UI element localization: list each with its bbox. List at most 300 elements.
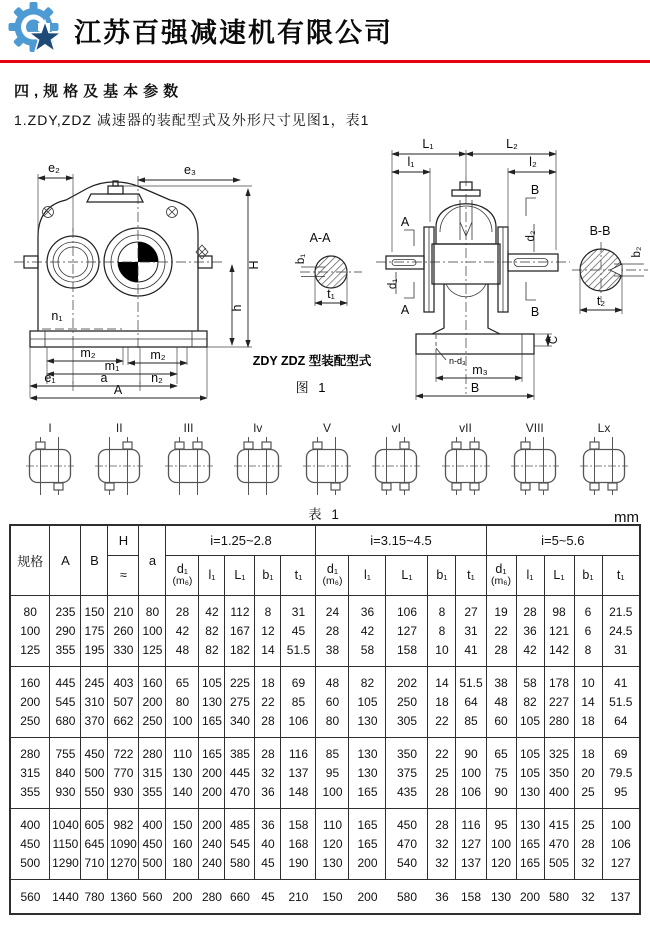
table-cell: 580 — [544, 879, 574, 914]
dim-label-n1: n₁ — [51, 309, 63, 323]
table-cell: 48 — [316, 666, 349, 692]
table-cell: 137 — [602, 879, 640, 914]
table-cell: 445 — [225, 763, 255, 782]
section-aa-title: A-A — [309, 231, 331, 245]
table-cell: 435 — [386, 782, 428, 808]
table-row — [10, 782, 640, 808]
table-cell: 95 — [486, 808, 516, 834]
table-cell: 930 — [50, 782, 81, 808]
dim-label-B-width: B — [470, 381, 480, 395]
table-cell: 140 — [166, 782, 199, 808]
table-cell: 1440 — [50, 879, 81, 914]
table-cell: 90 — [486, 782, 516, 808]
dim-label-t1: t₁ — [327, 287, 335, 301]
table-cell: 120 — [486, 853, 516, 879]
table-unit: mm — [614, 509, 639, 526]
table-cell: 245 — [81, 666, 108, 692]
table-cell: 18 — [255, 666, 281, 692]
section-mark-B-bottom: B — [530, 305, 540, 319]
assembly-type — [22, 421, 78, 501]
table-cell: 165 — [349, 782, 386, 808]
table-row — [10, 808, 640, 834]
table-cell: 165 — [199, 711, 225, 737]
assembly-type-icon — [95, 437, 143, 495]
table-cell: 470 — [544, 834, 574, 853]
col-header-t1: t₁ — [602, 555, 640, 595]
col-header-L1: L₁ — [544, 555, 574, 595]
table-cell: 80 — [316, 711, 349, 737]
table-cell: 200 — [349, 853, 386, 879]
table-cell: 160 — [10, 666, 50, 692]
table-cell: 42 — [349, 621, 386, 640]
table-cell: 110 — [316, 808, 349, 834]
table-cell: 14 — [574, 692, 602, 711]
table-cell: 100 — [456, 763, 486, 782]
dim-label-nd3: n-d₃ — [449, 356, 466, 366]
table-cell: 28 — [166, 595, 199, 621]
table-cell: 450 — [81, 737, 108, 763]
table-cell: 580 — [225, 853, 255, 879]
table-cell: 505 — [544, 853, 574, 879]
table-cell: 105 — [516, 711, 544, 737]
table-cell: 18 — [574, 737, 602, 763]
table-cell: 22 — [486, 621, 516, 640]
table-cell: 85 — [281, 692, 316, 711]
table-cell: 250 — [139, 711, 166, 737]
front-view-drawing — [14, 161, 261, 398]
table-cell: 22 — [428, 711, 456, 737]
table-cell: 95 — [602, 782, 640, 808]
table-cell: 105 — [199, 666, 225, 692]
table-cell: 280 — [139, 737, 166, 763]
table-cell: 106 — [386, 595, 428, 621]
dim-label-L2: L₂ — [506, 137, 518, 151]
table-cell: 930 — [108, 782, 139, 808]
table-cell: 41 — [456, 640, 486, 666]
table-cell: 105 — [516, 737, 544, 763]
table-cell: 28 — [516, 595, 544, 621]
company-logo — [6, 1, 68, 59]
table-cell: 500 — [81, 763, 108, 782]
dim-label-L1: L₁ — [422, 137, 434, 151]
table-cell: 130 — [349, 763, 386, 782]
table-cell: 470 — [386, 834, 428, 853]
table-cell: 755 — [50, 737, 81, 763]
table-row — [10, 595, 640, 621]
table-cell: 500 — [139, 853, 166, 879]
table-cell: 31 — [281, 595, 316, 621]
figure-1 — [0, 132, 650, 417]
table-cell: 350 — [386, 737, 428, 763]
table-cell: 85 — [316, 737, 349, 763]
table-cell: 605 — [81, 808, 108, 834]
dim-label-d2: d₂ — [525, 230, 537, 242]
table-cell: 250 — [10, 711, 50, 737]
d1-label: d₁ — [326, 561, 339, 576]
page-header — [0, 0, 650, 63]
table-cell: 6 — [574, 595, 602, 621]
table-cell: 450 — [139, 834, 166, 853]
dim-label-b1: b₁ — [295, 253, 307, 265]
assembly-type-label: Lx — [597, 421, 611, 435]
table-cell: 32 — [428, 834, 456, 853]
table-header — [10, 525, 640, 595]
table-cell: 48 — [166, 640, 199, 666]
table-cell: 167 — [225, 621, 255, 640]
table-cell: 195 — [81, 640, 108, 666]
table-cell: 780 — [81, 879, 108, 914]
assembly-type-label: I — [48, 421, 52, 435]
assembly-type — [230, 421, 286, 501]
table-cell: 100 — [166, 711, 199, 737]
table-cell: 45 — [255, 879, 281, 914]
table-cell: 31 — [602, 640, 640, 666]
assembly-type — [576, 421, 632, 501]
table-cell: 148 — [281, 782, 316, 808]
table-cell: 6 — [574, 621, 602, 640]
table-row — [10, 853, 640, 879]
table-cell: 8 — [428, 595, 456, 621]
table-cell: 150 — [166, 808, 199, 834]
table-cell: 120 — [316, 834, 349, 853]
col-header-H-approx: ≈ — [108, 555, 139, 595]
table-cell: 64 — [602, 711, 640, 737]
table-row — [10, 692, 640, 711]
table-cell: 18 — [428, 692, 456, 711]
table-cell: 210 — [281, 879, 316, 914]
table-cell: 560 — [139, 879, 166, 914]
col-header-b1: b₁ — [428, 555, 456, 595]
table-cell: 645 — [81, 834, 108, 853]
dim-label-a: a — [100, 371, 108, 385]
table-row — [10, 763, 640, 782]
col-header-l1: l₁ — [516, 555, 544, 595]
section-mark-A-bottom: A — [400, 303, 410, 317]
d1-label: d₁ — [495, 561, 507, 576]
table-row — [10, 621, 640, 640]
assembly-type — [368, 421, 424, 501]
table-cell: 160 — [139, 666, 166, 692]
dim-label-m1: m₁ — [104, 359, 120, 373]
company-name: 江苏百强减速机有限公司 — [74, 17, 393, 48]
table-cell: 130 — [349, 711, 386, 737]
dim-label-e2: e₂ — [48, 161, 60, 175]
col-group-ratio-3: i=5~5.6 — [486, 525, 640, 555]
dim-label-l2: l₂ — [529, 155, 537, 169]
table-cell: 168 — [281, 834, 316, 853]
table-cell: 82 — [516, 692, 544, 711]
table-cell: 545 — [225, 834, 255, 853]
table-cell: 485 — [225, 808, 255, 834]
dim-label-m3: m₃ — [472, 363, 488, 377]
table-cell: 100 — [602, 808, 640, 834]
table-cell: 127 — [386, 621, 428, 640]
table-cell: 180 — [166, 853, 199, 879]
table-cell: 25 — [428, 763, 456, 782]
table-cell: 75 — [486, 763, 516, 782]
table-cell: 38 — [486, 666, 516, 692]
table-cell: 190 — [281, 853, 316, 879]
assembly-types-row — [0, 417, 650, 501]
table-cell: 116 — [456, 808, 486, 834]
table-cell: 58 — [516, 666, 544, 692]
side-view-drawing — [376, 137, 570, 400]
table-cell: 42 — [516, 640, 544, 666]
table-cell: 310 — [81, 692, 108, 711]
table-cell: 100 — [10, 621, 50, 640]
table-cell: 100 — [139, 621, 166, 640]
table-cell: 125 — [10, 640, 50, 666]
dim-label-H: H — [247, 260, 261, 270]
table-cell: 121 — [544, 621, 574, 640]
table-cell: 370 — [81, 711, 108, 737]
section-aa-drawing — [295, 231, 362, 306]
table-cell: 375 — [386, 763, 428, 782]
col-header-a: a — [139, 525, 166, 595]
table-cell: 60 — [486, 711, 516, 737]
table-cell: 65 — [166, 666, 199, 692]
table-cell: 58 — [349, 640, 386, 666]
table-cell: 51.5 — [281, 640, 316, 666]
table-cell: 175 — [81, 621, 108, 640]
table-cell: 28 — [574, 834, 602, 853]
col-header-A: A — [50, 525, 81, 595]
table-cell: 64 — [456, 692, 486, 711]
table-cell: 130 — [516, 782, 544, 808]
table-cell: 355 — [139, 782, 166, 808]
table-cell: 28 — [428, 782, 456, 808]
table-cell: 200 — [516, 879, 544, 914]
table-cell: 28 — [255, 711, 281, 737]
table-body — [10, 595, 640, 914]
col-header-b1: b₁ — [574, 555, 602, 595]
table-cell: 82 — [349, 666, 386, 692]
dim-label-m2-left: m₂ — [80, 346, 96, 360]
table-cell: 580 — [386, 879, 428, 914]
table-cell: 105 — [349, 692, 386, 711]
table-cell: 32 — [255, 763, 281, 782]
section-intro: 1.ZDY,ZDZ 减速器的装配型式及外形尺寸见图1，表1 — [14, 112, 370, 128]
table-cell: 82 — [199, 621, 225, 640]
table-cell: 10 — [428, 640, 456, 666]
col-header-t1: t₁ — [281, 555, 316, 595]
dim-label-e1: e₁ — [44, 371, 56, 385]
table-cell: 98 — [544, 595, 574, 621]
table-cell: 400 — [139, 808, 166, 834]
table-cell: 18 — [574, 711, 602, 737]
section-bb-title: B-B — [589, 224, 611, 238]
table-cell: 200 — [349, 879, 386, 914]
table-row — [10, 834, 640, 853]
table-cell: 150 — [81, 595, 108, 621]
assembly-type-icon — [234, 437, 282, 495]
table-cell: 540 — [386, 853, 428, 879]
table-cell: 210 — [108, 595, 139, 621]
table-cell: 41 — [602, 666, 640, 692]
table-cell: 14 — [428, 666, 456, 692]
section-heading: 四,规格及基本参数 — [14, 83, 184, 100]
d1-tolerance-label: (m₆) — [322, 575, 343, 588]
assembly-type-label: vII — [459, 421, 472, 435]
table-cell: 31 — [456, 621, 486, 640]
table-cell: 225 — [225, 666, 255, 692]
table-cell: 28 — [428, 808, 456, 834]
table-cell: 32 — [428, 853, 456, 879]
assembly-type — [91, 421, 147, 501]
col-header-d1 — [486, 555, 516, 595]
section-mark-B-top: B — [530, 183, 540, 197]
dim-label-d1: d₁ — [387, 278, 399, 290]
table-cell: 25 — [574, 808, 602, 834]
table-cell: 105 — [516, 763, 544, 782]
table-cell: 305 — [386, 711, 428, 737]
table-cell: 28 — [316, 621, 349, 640]
figure-caption: 图 1 — [295, 380, 329, 395]
col-header-L1: L₁ — [386, 555, 428, 595]
table-cell: 355 — [10, 782, 50, 808]
table-cell: 45 — [281, 621, 316, 640]
table-cell: 1360 — [108, 879, 139, 914]
table-cell: 51.5 — [602, 692, 640, 711]
table-cell: 160 — [166, 834, 199, 853]
table-cell: 165 — [199, 737, 225, 763]
section-bb-drawing — [572, 224, 648, 314]
table-cell: 28 — [255, 737, 281, 763]
table-cell: 127 — [456, 834, 486, 853]
table-cell: 250 — [386, 692, 428, 711]
table-cell: 165 — [516, 834, 544, 853]
dim-label-e3: e₃ — [183, 163, 197, 177]
table-cell: 325 — [544, 737, 574, 763]
table-cell: 227 — [544, 692, 574, 711]
assembly-type-label: II — [115, 421, 123, 435]
col-header-d1 — [316, 555, 349, 595]
table-cell: 350 — [544, 763, 574, 782]
table-cell: 51.5 — [456, 666, 486, 692]
table-cell: 770 — [108, 763, 139, 782]
table-cell: 400 — [544, 782, 574, 808]
assembly-type-icon — [26, 437, 74, 495]
table-cell: 137 — [456, 853, 486, 879]
table-row — [10, 711, 640, 737]
table-cell: 69 — [281, 666, 316, 692]
table-cell: 450 — [10, 834, 50, 853]
table-cell: 130 — [486, 879, 516, 914]
table-cell: 982 — [108, 808, 139, 834]
table-cell: 178 — [544, 666, 574, 692]
table-cell: 130 — [516, 808, 544, 834]
table-cell: 680 — [50, 711, 81, 737]
table-cell: 80 — [10, 595, 50, 621]
table-cell: 240 — [199, 834, 225, 853]
dim-label-n2: n₂ — [151, 371, 163, 385]
table-cell: 1150 — [50, 834, 81, 853]
table-cell: 182 — [225, 640, 255, 666]
table-cell: 445 — [50, 666, 81, 692]
table-cell: 32 — [574, 853, 602, 879]
assembly-type-label: III — [183, 421, 194, 435]
assembly-type-label: vI — [391, 421, 401, 435]
table-cell: 385 — [225, 737, 255, 763]
figure-type-caption: ZDY ZDZ 型装配型式 — [252, 354, 372, 368]
table-cell: 235 — [50, 595, 81, 621]
table-row — [10, 737, 640, 763]
table-cell: 340 — [225, 711, 255, 737]
table-cell: 65 — [486, 737, 516, 763]
table-cell: 450 — [386, 808, 428, 834]
table-cell: 24.5 — [602, 621, 640, 640]
table-cell: 400 — [10, 808, 50, 834]
table-cell: 12 — [255, 621, 281, 640]
table-cell: 1040 — [50, 808, 81, 834]
table-cell: 130 — [166, 763, 199, 782]
table-cell: 280 — [10, 737, 50, 763]
table-cell: 20 — [574, 763, 602, 782]
dim-label-A: A — [113, 383, 123, 397]
dim-label-C: C — [548, 335, 560, 345]
d1-tolerance-label: (m₆) — [172, 575, 193, 588]
table-cell: 127 — [602, 853, 640, 879]
table-caption-row — [9, 503, 641, 524]
table-cell: 40 — [255, 834, 281, 853]
table-cell: 8 — [255, 595, 281, 621]
table-cell: 130 — [316, 853, 349, 879]
table-cell: 560 — [10, 879, 50, 914]
dim-label-h: h — [230, 304, 244, 312]
table-cell: 1270 — [108, 853, 139, 879]
table-cell: 36 — [349, 595, 386, 621]
table-cell: 125 — [139, 640, 166, 666]
table-cell: 116 — [281, 737, 316, 763]
table-cell: 260 — [108, 621, 139, 640]
table-cell: 545 — [50, 692, 81, 711]
table-footer-row — [10, 879, 640, 914]
table-cell: 200 — [199, 763, 225, 782]
table-cell: 660 — [225, 879, 255, 914]
table-cell: 355 — [50, 640, 81, 666]
col-group-ratio-1: i=1.25~2.8 — [166, 525, 316, 555]
col-header-l1: l₁ — [199, 555, 225, 595]
table-cell: 38 — [316, 640, 349, 666]
d1-label: d₁ — [176, 561, 189, 576]
table-cell: 200 — [199, 808, 225, 834]
table-cell: 10 — [574, 666, 602, 692]
table-cell: 14 — [255, 640, 281, 666]
table-cell: 36 — [428, 879, 456, 914]
table-row — [10, 666, 640, 692]
table-cell: 36 — [255, 782, 281, 808]
table-cell: 85 — [456, 711, 486, 737]
table-cell: 507 — [108, 692, 139, 711]
table-cell: 8 — [428, 621, 456, 640]
assembly-type — [507, 421, 563, 501]
table-cell: 80 — [139, 595, 166, 621]
table-cell: 27 — [456, 595, 486, 621]
table-cell: 500 — [10, 853, 50, 879]
table-cell: 25 — [574, 782, 602, 808]
table-cell: 32 — [574, 879, 602, 914]
assembly-type-label: Iv — [253, 421, 263, 435]
table-cell: 1090 — [108, 834, 139, 853]
table-cell: 315 — [10, 763, 50, 782]
table-cell: 275 — [225, 692, 255, 711]
table-cell: 95 — [316, 763, 349, 782]
table-cell: 1290 — [50, 853, 81, 879]
table-cell: 36 — [255, 808, 281, 834]
table-cell: 415 — [544, 808, 574, 834]
table-cell: 165 — [349, 834, 386, 853]
table-cell: 315 — [139, 763, 166, 782]
